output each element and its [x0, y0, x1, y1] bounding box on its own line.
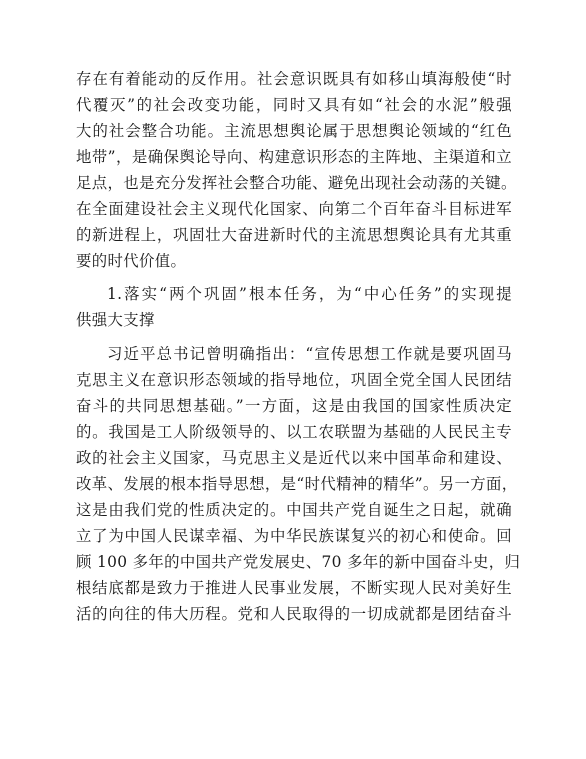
heading-line: 1.落实“两个巩固”根本任务，为“中心任务”的实现提 [107, 285, 512, 303]
text-line: 地带”，是确保舆论导向、构建意识形态的主阵地、主渠道和立 [76, 148, 512, 166]
text-line: 克思主义在意识形态领域的指导地位，巩固全党全国人民团结 [76, 371, 512, 389]
text-line: 顾 100 多年的中国共产党发展史、70 多年的新中国奋斗史，归 [76, 553, 521, 571]
text-line: 的。我国是工人阶级领导的、以工农联盟为基础的人民民主专 [76, 423, 512, 441]
text-line: 存在有着能动的反作用。社会意识既具有如移山填海般使“时 [76, 70, 512, 88]
text-line: 立了为中国人民谋幸福、为中华民族谋复兴的初心和使命。回 [76, 527, 512, 545]
text-line: 足点，也是充分发挥社会整合功能、避免出现社会动荡的关键。 [76, 174, 517, 192]
text-line: 大的社会整合功能。主流思想舆论属于思想舆论领域的“红色 [76, 122, 512, 140]
text-line: 要的时代价值。 [76, 252, 187, 270]
text-line: 奋斗的共同思想基础。”一方面，这是由我国的国家性质决定 [76, 397, 512, 415]
text-line: 政的社会主义国家，马克思主义是近代以来中国革命和建设、 [76, 449, 512, 467]
body-paragraph [76, 66, 517, 274]
text-line: 活的向往的伟大历程。党和人民取得的一切成就都是团结奋斗 [76, 605, 512, 623]
text-line: 习近平总书记曾明确指出：“宣传思想工作就是要巩固马 [107, 345, 512, 363]
document-page [76, 66, 521, 627]
text-line: 改革、发展的根本指导思想，是“时代精神的精华”。另一方面， [76, 475, 518, 493]
text-line: 代覆灭”的社会改变功能，同时又具有如“社会的水泥”般强 [76, 96, 512, 114]
text-line: 的新进程上，巩固壮大奋进新时代的主流思想舆论具有尤其重 [76, 226, 512, 244]
section-heading [76, 281, 512, 333]
body-paragraph [76, 341, 521, 627]
text-line: 这是由我们党的性质决定的。中国共产党自诞生之日起，就确 [76, 501, 512, 519]
heading-line: 供强大支撑 [76, 311, 155, 329]
text-line: 在全面建设社会主义现代化国家、向第二个百年奋斗目标进军 [76, 200, 512, 218]
text-line: 根结底都是致力于推进人民事业发展，不断实现人民对美好生 [76, 579, 512, 597]
